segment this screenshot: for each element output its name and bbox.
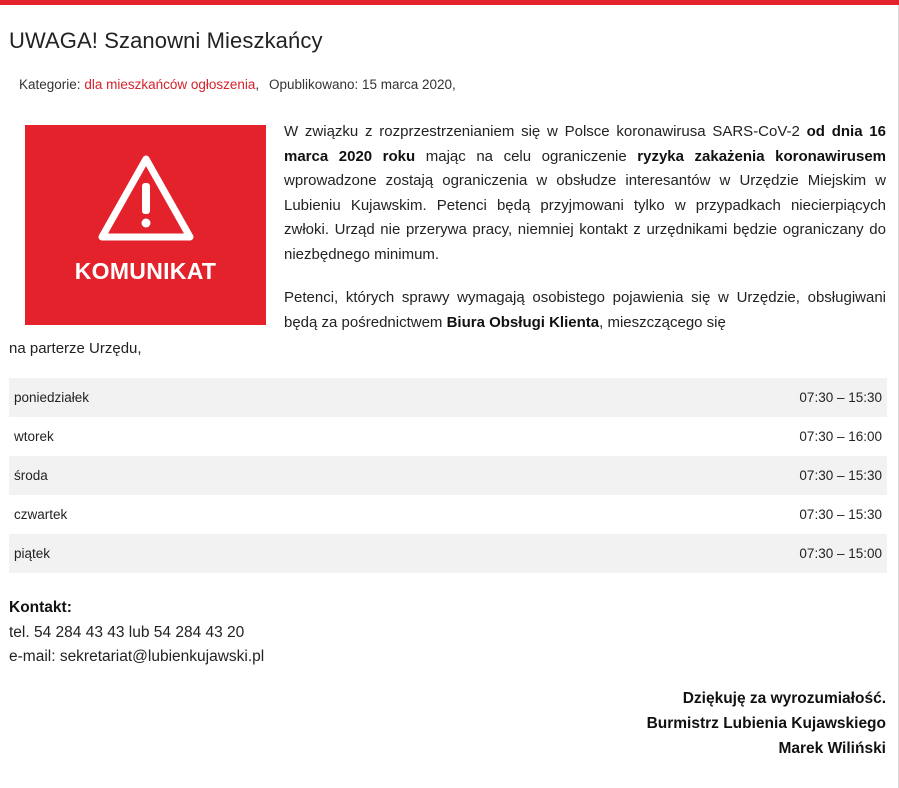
table-row [9, 417, 887, 456]
contact-label: Kontakt: [9, 599, 72, 616]
table-row [9, 534, 887, 573]
day-cell: czwartek [14, 507, 68, 522]
contact-block [9, 596, 264, 670]
time-cell: 07:30 – 15:30 [799, 390, 882, 405]
warning-triangle-icon [97, 153, 195, 243]
office-hours-table [9, 378, 887, 573]
banner-text: KOMUNIKAT [74, 258, 217, 284]
category-link[interactable]: dla mieszkańców ogłoszenia [84, 77, 256, 92]
signature-block [647, 686, 886, 761]
table-row [9, 495, 887, 534]
paragraph-customer-office: Petenci, których sprawy wymagają osobistego pojawienia się w Urzędzie, obsługiwani będą za pośrednictwem Biura Obsługi Klienta, mieszczącego się [284, 289, 886, 331]
time-cell: 07:30 – 16:00 [799, 429, 882, 444]
komunikat-banner [25, 125, 266, 325]
top-accent-bar [0, 0, 899, 5]
time-cell: 07:30 – 15:00 [799, 546, 882, 561]
published-date: Opublikowano: 15 marca 2020, [268, 77, 456, 92]
day-cell: poniedziałek [14, 390, 90, 405]
contact-phone: tel. 54 284 43 43 lub 54 284 43 20 [9, 623, 245, 641]
day-cell: wtorek [14, 429, 54, 444]
paragraph-customer-office-tail: na parterze Urzędu, [9, 340, 142, 357]
signature-name: Marek Wiliński [778, 740, 886, 757]
categories-label: Kategorie: [19, 77, 81, 92]
day-cell: piątek [14, 546, 51, 561]
signature-thanks: Dziękuję za wyrozumiałość. [682, 690, 886, 707]
table-row [9, 456, 887, 495]
time-cell: 07:30 – 15:30 [799, 507, 882, 522]
time-cell: 07:30 – 15:30 [799, 468, 882, 483]
contact-email: e-mail: sekretariat@lubienkujawski.pl [9, 648, 265, 665]
paragraph-intro: W związku z rozprzestrzenianiem się w Polsce koronawirusa SARS-CoV-2 od dnia 16 marca 2020 roku mając na celu ograniczenie ryzyka zakażenia koronawirusem wprowadzone zostają ograniczenia w obsłudze interesantów w Urzędzie Miejskim w Lubieniu Kujawskim. Petenci będą przyjmowani tylko w przypadkach niecierpiących zwłoki. Urząd nie przerywa pracy, niemniej kontakt z urzędnikami będzie ograniczany do niezbędnego minimum. [284, 123, 886, 263]
day-cell: środa [14, 468, 48, 483]
table-row [9, 378, 887, 417]
post-meta: Kategorie: dla mieszkańców ogłoszenia, Opublikowano: 15 marca 2020, [19, 77, 456, 92]
signature-role: Burmistrz Lubienia Kujawskiego [646, 715, 886, 732]
page-title: UWAGA! Szanowni Mieszkańcy [9, 28, 323, 53]
